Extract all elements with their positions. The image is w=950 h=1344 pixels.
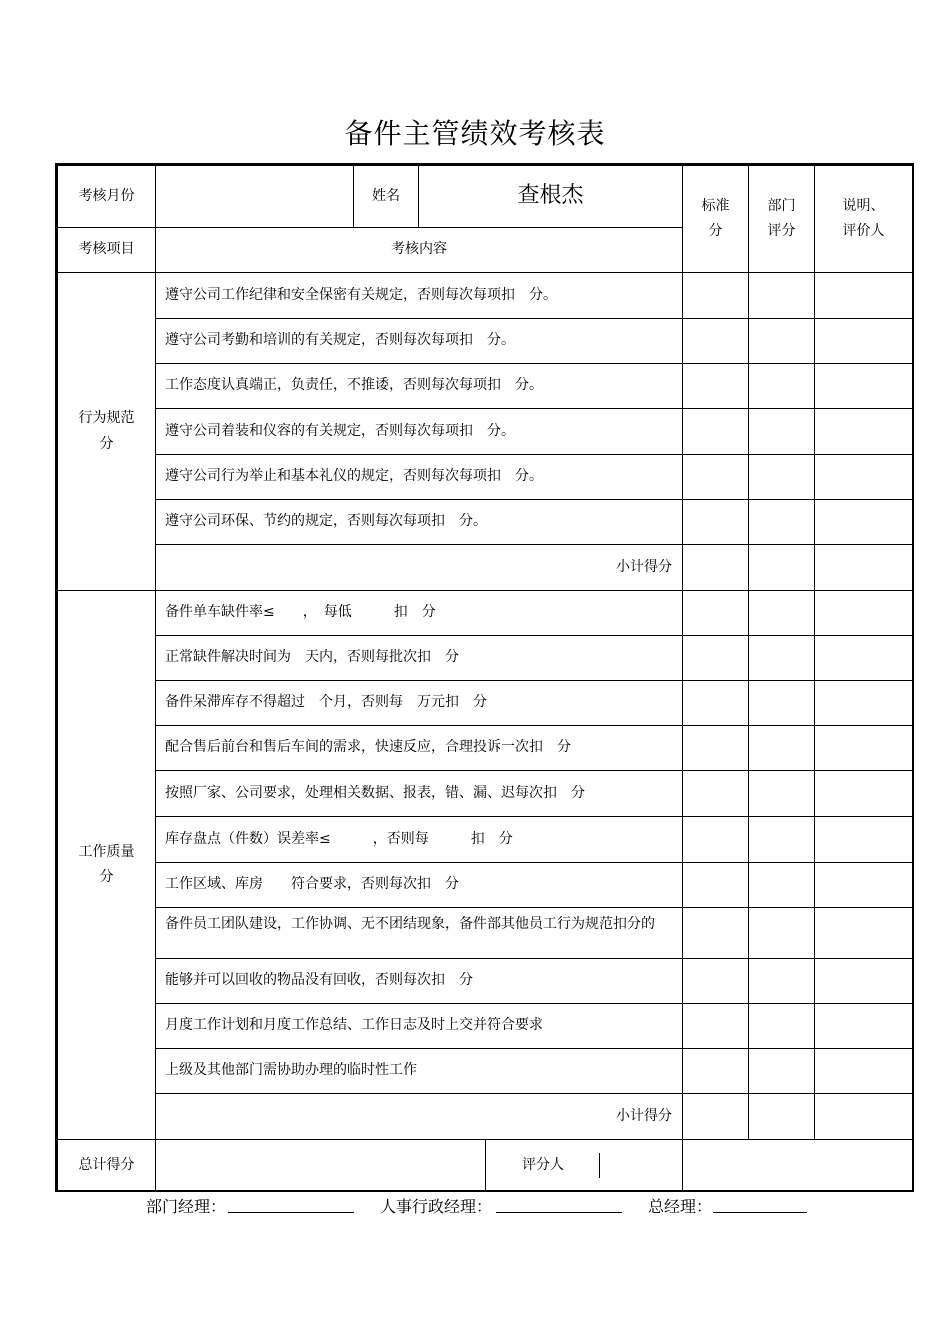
assessment-item: 备件单车缺件率≤ ， 每低 扣 分 [156,591,683,636]
section-label-line2: 分 [99,869,114,885]
name-field[interactable]: 查根杰 [419,166,683,228]
assessment-item: 工作区域、库房 符合要求，否则每次扣 分 [156,863,683,908]
note-cell[interactable] [815,409,913,455]
note-cell[interactable] [815,1049,913,1094]
dept-score-cell[interactable] [749,726,815,771]
note-header-line2: 评价人 [842,223,885,239]
subtotal-label: 小计得分 [156,545,683,591]
dept-manager-label: 部门经理： [146,1197,227,1216]
standard-score-cell[interactable] [683,908,749,959]
assessment-item: 按照厂家、公司要求，处理相关数据、报表，错、漏、迟每次扣 分 [156,771,683,817]
assessment-item: 遵守公司考勤和培训的有关规定，否则每次每项扣 分。 [156,319,683,364]
general-manager-label: 总经理： [648,1197,713,1216]
dept-score-cell[interactable] [749,409,815,455]
rater-label: 评分人 [487,1153,600,1178]
dept-score-cell[interactable] [749,455,815,500]
standard-score-cell[interactable] [683,726,749,771]
note-cell[interactable] [815,771,913,817]
assessment-item: 配合售后前台和售后车间的需求，快速反应，合理投诉一次扣 分 [156,726,683,771]
hr-manager-label: 人事行政经理： [380,1197,493,1216]
standard-score-cell[interactable] [683,409,749,455]
standard-score-cell[interactable] [683,500,749,545]
dept-score-cell[interactable] [749,863,815,908]
name-label: 姓名 [354,166,419,228]
standard-score-cell[interactable] [683,591,749,636]
item-header: 考核项目 [58,228,156,273]
subtotal-label: 小计得分 [156,1094,683,1140]
dept-score-cell[interactable] [749,908,815,959]
assessment-item: 正常缺件解决时间为 天内，否则每批次扣 分 [156,636,683,681]
form-title: 备件主管绩效考核表 [344,117,606,150]
dept-score-cell[interactable] [749,364,815,409]
dept-score-cell[interactable] [749,817,815,863]
dept-manager-signature-line[interactable] [228,1212,354,1213]
note-cell[interactable] [815,863,913,908]
note-cell[interactable] [815,591,913,636]
dept-score-cell[interactable] [749,1004,815,1049]
month-label: 考核月份 [58,166,156,228]
standard-score-cell[interactable] [683,817,749,863]
section-label-work-quality [58,591,156,1140]
standard-score-cell[interactable] [683,364,749,409]
dept-score-header-line2: 评分 [767,223,796,239]
note-header-line1: 说明、 [842,197,885,214]
subtotal-dept-cell[interactable] [749,1094,815,1140]
note-cell[interactable] [815,817,913,863]
rater-field[interactable] [683,1140,913,1192]
standard-score-cell[interactable] [683,771,749,817]
dept-score-cell[interactable] [749,1049,815,1094]
note-cell[interactable] [815,273,913,319]
standard-score-header-line2: 分 [708,223,723,239]
subtotal-standard-cell[interactable] [683,545,749,591]
note-cell[interactable] [815,1004,913,1049]
note-cell[interactable] [815,959,913,1004]
subtotal-dept-cell[interactable] [749,545,815,591]
assessment-item: 遵守公司环保、节约的规定，否则每次每项扣 分。 [156,500,683,545]
standard-score-cell[interactable] [683,273,749,319]
standard-score-header [683,166,749,273]
note-cell[interactable] [815,908,913,959]
assessment-item: 库存盘点（件数）误差率≤ ，否则每 扣 分 [156,817,683,863]
assessment-item: 遵守公司工作纪律和安全保密有关规定，否则每次每项扣 分。 [156,273,683,319]
standard-score-cell[interactable] [683,319,749,364]
section-label-behavior [58,273,156,591]
rater-label-cell [486,1140,683,1192]
standard-score-cell[interactable] [683,959,749,1004]
subtotal-note-cell[interactable] [815,1094,913,1140]
month-field[interactable] [156,166,354,228]
assessment-item: 工作态度认真端正，负责任，不推诿，否则每次每项扣 分。 [156,364,683,409]
standard-score-cell[interactable] [683,455,749,500]
standard-score-cell[interactable] [683,1049,749,1094]
subtotal-standard-cell[interactable] [683,1094,749,1140]
note-cell[interactable] [815,319,913,364]
dept-score-cell[interactable] [749,319,815,364]
total-score-label: 总计得分 [58,1140,156,1192]
section-label-line2: 分 [99,435,114,452]
evaluation-table [57,165,913,1192]
dept-score-cell[interactable] [749,636,815,681]
signature-footer [0,1194,950,1218]
note-cell[interactable] [815,681,913,726]
standard-score-cell[interactable] [683,863,749,908]
note-cell[interactable] [815,364,913,409]
standard-score-cell[interactable] [683,636,749,681]
section-label-line1: 工作质量 [78,843,135,860]
subtotal-note-cell[interactable] [815,545,913,591]
dept-score-header [749,166,815,273]
dept-score-cell[interactable] [749,959,815,1004]
general-manager-signature-line[interactable] [713,1212,807,1213]
standard-score-header-line1: 标准 [701,197,730,214]
note-header [815,166,913,273]
standard-score-cell[interactable] [683,1004,749,1049]
standard-score-cell[interactable] [683,681,749,726]
dept-score-cell[interactable] [749,591,815,636]
note-cell[interactable] [815,455,913,500]
dept-score-header-line1: 部门 [767,197,796,214]
assessment-item: 上级及其他部门需协助办理的临时性工作 [156,1049,683,1094]
dept-score-cell[interactable] [749,771,815,817]
total-score-field[interactable] [156,1140,486,1192]
section-label-line1: 行为规范 [78,410,135,427]
assessment-item: 能够并可以回收的物品没有回收，否则每次扣 分 [156,959,683,1004]
note-cell[interactable] [815,726,913,771]
dept-score-cell[interactable] [749,273,815,319]
assessment-item: 遵守公司行为举止和基本礼仪的规定，否则每次每项扣 分。 [156,455,683,500]
content-header: 考核内容 [156,228,683,273]
note-cell[interactable] [815,636,913,681]
assessment-item: 备件呆滞库存不得超过 个月，否则每 万元扣 分 [156,681,683,726]
note-cell[interactable] [815,500,913,545]
assessment-item: 备件员工团队建设，工作协调、无不团结现象，备件部其他员工行为规范扣分的 [156,908,683,959]
assessment-item: 月度工作计划和月度工作总结、工作日志及时上交并符合要求 [156,1004,683,1049]
hr-manager-signature-line[interactable] [496,1212,622,1213]
assessment-item: 遵守公司着装和仪容的有关规定，否则每次每项扣 分。 [156,409,683,455]
dept-score-cell[interactable] [749,500,815,545]
dept-score-cell[interactable] [749,681,815,726]
